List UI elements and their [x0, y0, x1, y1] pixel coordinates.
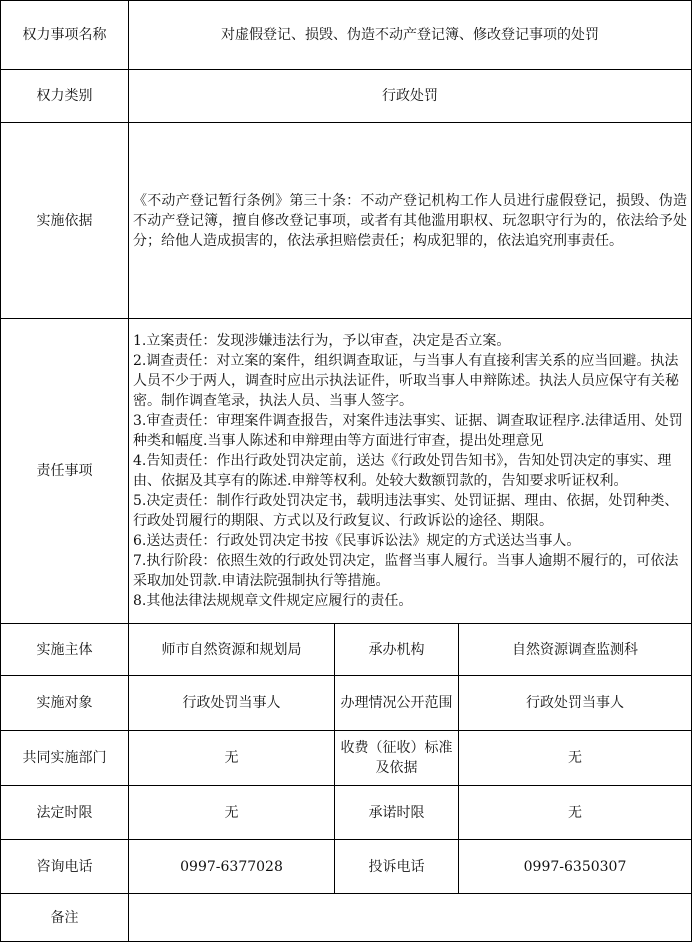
- duty-item: 8.其他法律法规规章文件规定应履行的责任。: [133, 593, 413, 609]
- category-value: 行政处罚: [129, 70, 692, 123]
- remark-label: 备注: [1, 894, 129, 942]
- complaint-value: 0997-6350307: [459, 840, 692, 894]
- target-value: 行政处罚当事人: [129, 676, 335, 731]
- dept-value: 自然资源调查监测科: [459, 624, 692, 676]
- row-category: [1, 70, 692, 123]
- consult-value: 0997-6377028: [129, 840, 335, 894]
- row-phone: [1, 840, 692, 894]
- row-subject: [1, 624, 692, 676]
- duty-item: 6.送达责任：行政处罚决定书按《民事诉讼法》规定的方式送达当事人。: [133, 533, 581, 549]
- disclosure-label: 办理情况公开范围: [335, 676, 459, 731]
- item-name-label: 权力事项名称: [1, 1, 129, 70]
- category-label: 权力类别: [1, 70, 129, 123]
- joint-value: 无: [129, 731, 335, 786]
- fee-label: 收费（征收）标准及依据: [335, 731, 459, 786]
- subject-label: 实施主体: [1, 624, 129, 676]
- basis-label: 实施依据: [1, 123, 129, 319]
- legal-time-label: 法定时限: [1, 786, 129, 840]
- duty-item: 1.立案责任：发现涉嫌违法行为，予以审查，决定是否立案。: [133, 333, 511, 349]
- promise-time-value: 无: [459, 786, 692, 840]
- row-basis: [1, 123, 692, 319]
- fee-value: 无: [459, 731, 692, 786]
- duty-item: 7.执行阶段：依照生效的行政处罚决定，监督当事人履行。当事人逾期不履行的，可依法采取加处罚款.申请法院强制执行等措施。: [133, 553, 679, 589]
- subject-value: 师市自然资源和规划局: [129, 624, 335, 676]
- duty-label: 责任事项: [1, 319, 129, 624]
- duty-item: 2.调查责任：对立案的案件，组织调查取证，与当事人有直接利害关系的应当回避。执法人员不少于两人，调查时应出示执法证件，听取当事人申辩陈述。执法人员应保守有关秘密。制作调查笔录，执法人员、当事人签字。: [133, 353, 679, 409]
- legal-time-value: 无: [129, 786, 335, 840]
- row-remark: [1, 894, 692, 942]
- joint-label: 共同实施部门: [1, 731, 129, 786]
- consult-label: 咨询电话: [1, 840, 129, 894]
- row-joint: [1, 731, 692, 786]
- remark-value: [129, 894, 692, 942]
- item-name-value: 对虚假登记、损毁、伪造不动产登记簿、修改登记事项的处罚: [129, 1, 692, 70]
- promise-time-label: 承诺时限: [335, 786, 459, 840]
- duty-list: [129, 319, 692, 624]
- duty-item: 5.决定责任：制作行政处罚决定书，载明违法事实、处罚证据、理由、依据，处罚种类、行政处罚履行的期限、方式以及行政复议、行政诉讼的途径、期限。: [133, 493, 679, 529]
- row-item-name: [1, 1, 692, 70]
- basis-value: 《不动产登记暂行条例》第三十条：不动产登记机构工作人员进行虚假登记，损毁、伪造不动产登记簿，擅自修改登记事项，或者有其他滥用职权、玩忽职守行为的，依法给予处分；给他人造成损害的，依法承担赔偿责任；构成犯罪的，依法追究刑事责任。: [129, 123, 692, 319]
- dept-label: 承办机构: [335, 624, 459, 676]
- row-target: [1, 676, 692, 731]
- row-time: [1, 786, 692, 840]
- complaint-label: 投诉电话: [335, 840, 459, 894]
- duty-item: 4.告知责任：作出行政处罚决定前，送达《行政处罚告知书》，告知处罚决定的事实、理由、依据及其享有的陈述.申辩等权利。处较大数额罚款的，告知要求听证权利。: [133, 453, 672, 489]
- disclosure-value: 行政处罚当事人: [459, 676, 692, 731]
- target-label: 实施对象: [1, 676, 129, 731]
- row-duty: [1, 319, 692, 624]
- duty-item: 3.审查责任：审理案件调查报告，对案件违法事实、证据、调查取证程序.法律适用、处罚种类和幅度.当事人陈述和申辩理由等方面进行审查，提出处理意见: [133, 413, 683, 449]
